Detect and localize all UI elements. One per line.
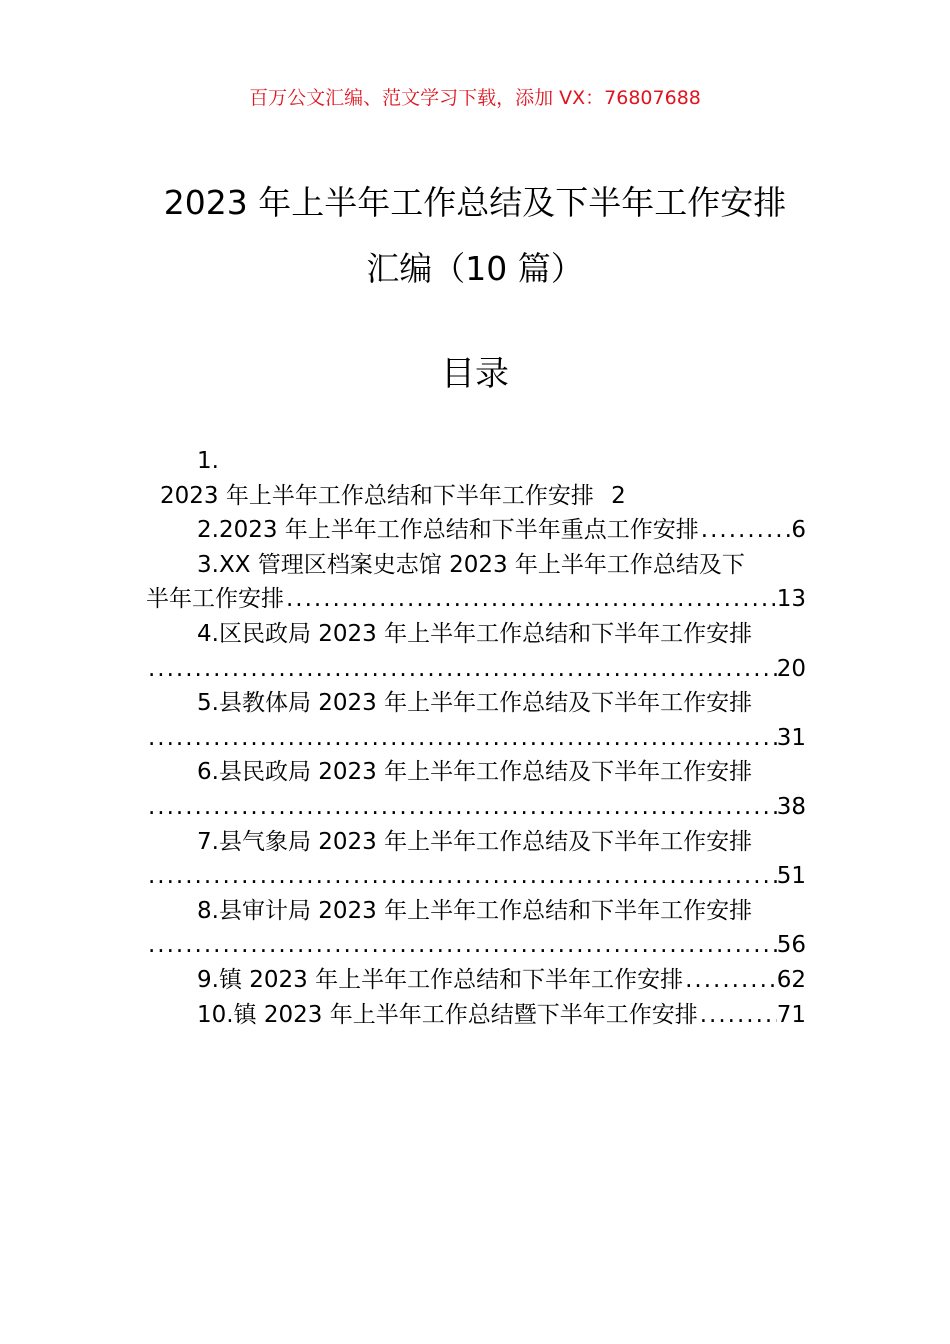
toc-leader-dots (146, 790, 777, 825)
toc-entry-title: 10.镇 2023 年上半年工作总结暨下半年工作安排 (197, 1001, 698, 1028)
toc-entry-9[interactable] (146, 963, 806, 998)
toc-entry-title-continued: 半年工作安排 (146, 586, 284, 613)
toc-entry-10[interactable] (146, 998, 806, 1033)
toc-entry-title: 9.镇 2023 年上半年工作总结和下半年工作安排 (197, 966, 684, 993)
toc-entry-page: 38 (776, 793, 806, 820)
toc-entry-page: 71 (776, 1001, 806, 1028)
toc-entry-1[interactable] (146, 479, 806, 514)
toc-entry-title: 2023 年上半年工作总结和下半年工作安排 (160, 482, 594, 509)
toc-leader-dots (146, 721, 777, 756)
toc-entry-title: 6.县民政局 2023 年上半年工作总结及下半年工作安排 (197, 759, 753, 786)
toc-entry-page: 62 (776, 966, 806, 993)
toc-entry-3[interactable] (146, 548, 806, 617)
toc-leader-dots (146, 859, 777, 894)
toc-entry-page: 13 (776, 586, 806, 613)
toc-entry-title: 3.XX 管理区档案史志馆 2023 年上半年工作总结及下 (197, 551, 745, 578)
toc-entry-page: 2 (611, 482, 626, 509)
toc-leader-dots (146, 652, 777, 687)
table-of-contents (146, 444, 806, 1032)
document-title-line-1: 2023 年上半年工作总结及下半年工作安排 (163, 183, 787, 222)
header-banner: 百万公文汇编、范文学习下载，添加 VX：76807688 (249, 87, 701, 109)
toc-entry-page: 56 (776, 932, 806, 959)
toc-entry-page: 20 (776, 655, 806, 682)
toc-entry-7[interactable] (146, 825, 806, 894)
toc-entry-page: 31 (776, 724, 806, 751)
toc-heading: 目录 (441, 354, 509, 394)
toc-entry-5[interactable] (146, 686, 806, 755)
toc-leader-dots (284, 582, 777, 617)
toc-entry-1-number: 1. (197, 448, 219, 474)
toc-entry-page: 51 (776, 863, 806, 890)
toc-entry-title: 8.县审计局 2023 年上半年工作总结和下半年工作安排 (197, 897, 753, 924)
toc-entry-title: 7.县气象局 2023 年上半年工作总结及下半年工作安排 (197, 828, 753, 855)
toc-entry-2[interactable] (146, 513, 806, 548)
document-title-line-2: 汇编（10 篇） (366, 249, 584, 288)
toc-entry-6[interactable] (146, 755, 806, 824)
toc-leader-dots (146, 928, 777, 963)
toc-entry-8[interactable] (146, 894, 806, 963)
toc-leader-dots (683, 963, 777, 998)
toc-entry-title: 5.县教体局 2023 年上半年工作总结及下半年工作安排 (197, 690, 753, 717)
toc-entry-page: 6 (791, 517, 806, 544)
toc-leader-dots (699, 513, 792, 548)
toc-entry-title: 4.区民政局 2023 年上半年工作总结和下半年工作安排 (197, 620, 753, 647)
toc-entry-4[interactable] (146, 617, 806, 686)
toc-leader-dots (698, 998, 777, 1033)
toc-entry-title: 2.2023 年上半年工作总结和下半年重点工作安排 (197, 517, 699, 544)
